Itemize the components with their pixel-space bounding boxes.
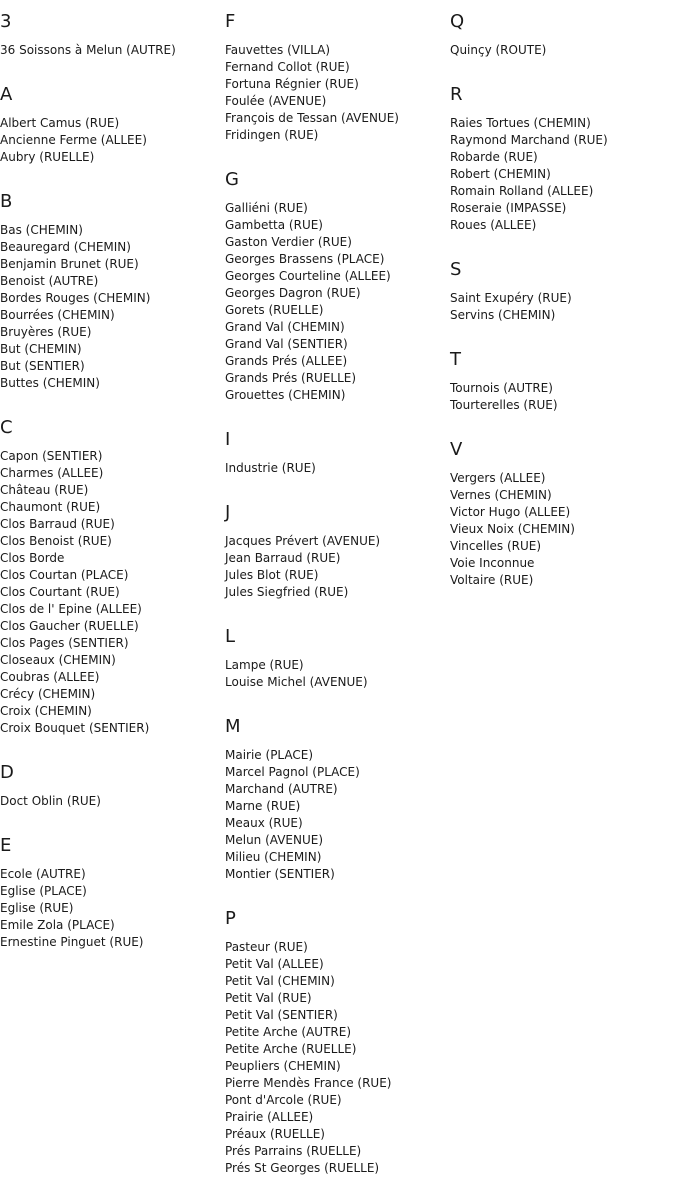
street-link[interactable]: Victor Hugo (ALLEE) [450,505,571,519]
street-list [225,747,450,883]
street-link[interactable]: Ernestine Pinguet (RUE) [0,935,144,949]
street-link[interactable]: Petit Val (SENTIER) [225,1008,338,1022]
street-link[interactable]: Saint Exupéry (RUE) [450,291,572,305]
street-link[interactable]: Marchand (AUTRE) [225,782,338,796]
street-link[interactable]: Quinçy (ROUTE) [450,43,547,57]
street-link[interactable]: Gaston Verdier (RUE) [225,235,352,249]
street-list-item [225,1058,450,1075]
street-list-item [225,781,450,798]
street-list-item [225,319,450,336]
street-list [225,460,450,477]
street-link[interactable]: Robert (CHEMIN) [450,167,551,181]
street-list-item [225,956,450,973]
letter-heading: B [0,191,13,212]
street-list-item [225,990,450,1007]
street-link[interactable]: Grouettes (CHEMIN) [225,388,346,402]
street-list-item [0,618,225,635]
street-link[interactable]: Vincelles (RUE) [450,539,542,553]
street-list-item [450,397,675,414]
street-link[interactable]: Benoist (AUTRE) [0,274,99,288]
street-list-item [0,256,225,273]
street-list-item [225,234,450,251]
street-link[interactable]: But (CHEMIN) [0,342,82,356]
street-link[interactable]: Roseraie (IMPASSE) [450,201,567,215]
street-list-item [225,268,450,285]
street-link[interactable]: Marcel Pagnol (PLACE) [225,765,360,779]
street-list-item [0,149,225,166]
street-list [450,115,675,234]
street-link[interactable]: Vieux Noix (CHEMIN) [450,522,575,536]
street-list-item [225,302,450,319]
street-link[interactable]: Croix (CHEMIN) [0,704,92,718]
letter-group [0,10,225,59]
street-link[interactable]: Clos Gaucher (RUELLE) [0,619,139,633]
street-list-item [450,538,675,555]
street-list-item [0,601,225,618]
street-link[interactable]: Clos Courtan (PLACE) [0,568,129,582]
street-list-item [450,555,675,572]
street-list-item [225,251,450,268]
street-link[interactable]: Petit Val (ALLEE) [225,957,324,971]
street-link[interactable]: Jules Blot (RUE) [225,568,319,582]
street-link[interactable]: Grands Prés (ALLEE) [225,354,348,368]
letter-group [225,715,450,883]
street-list-item [0,448,225,465]
street-link[interactable]: Georges Dagron (RUE) [225,286,361,300]
street-list [0,42,225,59]
street-link[interactable]: Tournois (AUTRE) [450,381,553,395]
street-list-item [225,798,450,815]
street-link[interactable]: Georges Brassens (PLACE) [225,252,385,266]
street-list-item [225,1041,450,1058]
street-list-item [0,686,225,703]
street-link[interactable]: Emile Zola (PLACE) [0,918,115,932]
street-link[interactable]: Château (RUE) [0,483,89,497]
letter-group [0,416,225,737]
street-link[interactable]: Prairie (ALLEE) [225,1110,314,1124]
letter-group [0,83,225,166]
street-link[interactable]: Jules Siegfried (RUE) [225,585,349,599]
letter-heading: G [225,169,239,190]
street-list-item [0,669,225,686]
street-link[interactable]: Milieu (CHEMIN) [225,850,322,864]
street-list [225,939,450,1177]
street-link[interactable]: Petite Arche (AUTRE) [225,1025,352,1039]
street-link[interactable]: Grands Prés (RUELLE) [225,371,357,385]
letter-heading: 3 [0,11,12,32]
letter-heading: R [450,84,463,105]
street-link[interactable]: Grand Val (SENTIER) [225,337,348,351]
street-link[interactable]: Pierre Mendès France (RUE) [225,1076,392,1090]
street-link[interactable]: Eglise (PLACE) [0,884,87,898]
street-list-item [450,115,675,132]
street-link[interactable]: Charmes (ALLEE) [0,466,104,480]
street-link[interactable]: Pasteur (RUE) [225,940,308,954]
street-list-item [225,1109,450,1126]
street-list-item [0,584,225,601]
street-link[interactable]: Capon (SENTIER) [0,449,103,463]
street-link[interactable]: Bourrées (CHEMIN) [0,308,115,322]
street-list-item [450,42,675,59]
street-link[interactable]: Beauregard (CHEMIN) [0,240,131,254]
letter-group [450,83,675,234]
street-list-item [0,793,225,810]
street-link[interactable]: Romain Rolland (ALLEE) [450,184,594,198]
street-list-item [0,482,225,499]
street-list-item [450,217,675,234]
street-link[interactable]: Préaux (RUELLE) [225,1127,325,1141]
street-list-item [225,93,450,110]
letter-group [225,501,450,601]
street-link[interactable]: Crécy (CHEMIN) [0,687,96,701]
street-link[interactable]: Clos de l' Epine (ALLEE) [0,602,142,616]
street-link[interactable]: Jacques Prévert (AVENUE) [225,534,381,548]
letter-heading: D [0,762,14,783]
street-link[interactable]: Clos Borde [0,551,65,565]
street-link[interactable]: Pont d'Arcole (RUE) [225,1093,342,1107]
street-list-item [225,285,450,302]
street-link[interactable]: François de Tessan (AVENUE) [225,111,399,125]
street-link[interactable]: Prés St Georges (RUELLE) [225,1161,380,1175]
street-index-column-3 [450,10,675,613]
letter-heading: T [450,349,461,370]
street-list-item [225,657,450,674]
street-link[interactable]: Closeaux (CHEMIN) [0,653,116,667]
street-link[interactable]: But (SENTIER) [0,359,85,373]
street-list [0,222,225,392]
street-list-item [0,866,225,883]
street-list-item [225,866,450,883]
street-list-item [450,183,675,200]
street-link[interactable]: 36 Soissons à Melun (AUTRE) [0,43,176,57]
street-list-item [225,973,450,990]
street-link[interactable]: Gambetta (RUE) [225,218,323,232]
street-link[interactable]: Prés Parrains (RUELLE) [225,1144,362,1158]
street-list-item [0,883,225,900]
street-list-item [450,200,675,217]
street-list-item [0,115,225,132]
letter-heading: M [225,716,241,737]
street-list-item [225,387,450,404]
letter-group [0,761,225,810]
street-list-item [225,1143,450,1160]
street-list-item [0,550,225,567]
street-list-item [0,635,225,652]
street-link[interactable]: Marne (RUE) [225,799,301,813]
letter-heading: F [225,11,236,32]
street-link[interactable]: Clos Benoist (RUE) [0,534,112,548]
letter-group [225,168,450,404]
street-link[interactable]: Petit Val (RUE) [225,991,312,1005]
street-link[interactable]: Petite Arche (RUELLE) [225,1042,357,1056]
letter-heading: A [0,84,13,105]
street-list-item [225,550,450,567]
street-link[interactable]: Grand Val (CHEMIN) [225,320,345,334]
street-link[interactable]: Fauvettes (VILLA) [225,43,331,57]
letter-group [450,258,675,324]
street-list-item [225,1024,450,1041]
letter-heading: I [225,429,231,450]
letter-group [225,428,450,477]
letter-group [0,190,225,392]
street-list-item [0,567,225,584]
street-link[interactable]: Roues (ALLEE) [450,218,537,232]
street-link[interactable]: Raymond Marchand (RUE) [450,133,608,147]
street-list-item [225,584,450,601]
street-list-item [0,273,225,290]
street-link[interactable]: Jean Barraud (RUE) [225,551,341,565]
letter-heading: S [450,259,462,280]
street-list-item [0,934,225,951]
street-link[interactable]: Voie Inconnue [450,556,535,570]
street-list-item [225,1092,450,1109]
street-list-item [225,567,450,584]
street-list-item [225,336,450,353]
street-list-item [0,720,225,737]
street-link[interactable]: Bas (CHEMIN) [0,223,83,237]
street-list-item [450,521,675,538]
street-link[interactable]: Fernand Collot (RUE) [225,60,350,74]
letter-heading: Q [450,11,465,32]
street-link[interactable]: Clos Courtant (RUE) [0,585,120,599]
letter-heading: C [0,417,13,438]
street-list-item [225,832,450,849]
street-link[interactable]: Voltaire (RUE) [450,573,534,587]
street-link[interactable]: Vernes (CHEMIN) [450,488,552,502]
street-list-item [225,460,450,477]
street-link[interactable]: Croix Bouquet (SENTIER) [0,721,150,735]
street-list-item [0,917,225,934]
street-link[interactable]: Gorets (RUELLE) [225,303,324,317]
street-link[interactable]: Tourterelles (RUE) [450,398,558,412]
street-link[interactable]: Meaux (RUE) [225,816,303,830]
street-list-item [225,815,450,832]
street-list-item [450,504,675,521]
street-link[interactable]: Raies Tortues (CHEMIN) [450,116,591,130]
street-list-item [0,341,225,358]
street-list [0,115,225,166]
street-list-item [450,487,675,504]
street-link[interactable]: Montier (SENTIER) [225,867,335,881]
street-list-item [0,652,225,669]
street-list-item [0,358,225,375]
street-list-item [225,370,450,387]
street-list-item [0,324,225,341]
street-link[interactable]: Clos Pages (SENTIER) [0,636,129,650]
street-list-item [450,380,675,397]
letter-group [225,10,450,144]
street-link[interactable]: Coubras (ALLEE) [0,670,100,684]
street-list-item [450,132,675,149]
street-list [0,448,225,737]
street-link[interactable]: Melun (AVENUE) [225,833,324,847]
street-link[interactable]: Clos Barraud (RUE) [0,517,115,531]
street-list-item [0,375,225,392]
street-link[interactable]: Chaumont (RUE) [0,500,101,514]
street-list-item [0,703,225,720]
street-list-item [225,939,450,956]
street-link[interactable]: Mairie (PLACE) [225,748,314,762]
street-list-item [225,747,450,764]
letter-group [225,625,450,691]
street-list-item [0,533,225,550]
street-list-item [0,307,225,324]
letter-heading: V [450,439,463,460]
street-link[interactable]: Georges Courteline (ALLEE) [225,269,391,283]
street-link[interactable]: Fridingen (RUE) [225,128,319,142]
street-link[interactable]: Ecole (AUTRE) [0,867,86,881]
street-link[interactable]: Industrie (RUE) [225,461,316,475]
street-list [225,200,450,404]
street-list [450,42,675,59]
street-list-item [0,465,225,482]
street-list-item [450,290,675,307]
street-list-item [0,900,225,917]
street-list-item [450,166,675,183]
street-link[interactable]: Eglise (RUE) [0,901,74,915]
letter-heading: E [0,835,12,856]
street-index-column-2 [225,10,450,1201]
street-list-item [225,76,450,93]
street-list [450,290,675,324]
street-list-item [225,353,450,370]
street-list-item [225,59,450,76]
letter-group [450,10,675,59]
street-list-item [225,110,450,127]
street-list-item [450,307,675,324]
street-list-item [225,849,450,866]
street-link[interactable]: Peupliers (CHEMIN) [225,1059,341,1073]
street-link[interactable]: Bordes Rouges (CHEMIN) [0,291,151,305]
street-link[interactable]: Petit Val (CHEMIN) [225,974,335,988]
street-list-item [225,533,450,550]
street-index-column-1 [0,10,225,975]
street-list-item [450,572,675,589]
street-list [225,657,450,691]
letter-heading: L [225,626,236,647]
street-link[interactable]: Ancienne Ferme (ALLEE) [0,133,147,147]
letter-group [0,834,225,951]
street-list-item [0,499,225,516]
street-list-item [0,222,225,239]
street-list [450,380,675,414]
street-link[interactable]: Lampe (RUE) [225,658,304,672]
letter-group [450,438,675,589]
street-list [0,866,225,951]
street-list-item [0,42,225,59]
street-link[interactable]: Albert Camus (RUE) [0,116,120,130]
street-list-item [225,1160,450,1177]
street-list [225,42,450,144]
street-list [450,470,675,589]
street-link[interactable]: Foulée (AVENUE) [225,94,327,108]
street-list-item [0,516,225,533]
street-link[interactable]: Vergers (ALLEE) [450,471,546,485]
letter-group [225,907,450,1177]
street-link[interactable]: Bruyères (RUE) [0,325,92,339]
street-list [225,533,450,601]
street-list-item [225,764,450,781]
street-list-item [450,470,675,487]
street-list-item [225,200,450,217]
street-link[interactable]: Benjamin Brunet (RUE) [0,257,139,271]
street-link[interactable]: Doct Oblin (RUE) [0,794,101,808]
street-list-item [0,239,225,256]
street-list [0,793,225,810]
street-link[interactable]: Aubry (RUELLE) [0,150,95,164]
street-link[interactable]: Louise Michel (AVENUE) [225,675,368,689]
street-list-item [225,42,450,59]
street-link[interactable]: Buttes (CHEMIN) [0,376,100,390]
street-link[interactable]: Robarde (RUE) [450,150,538,164]
street-list-item [0,290,225,307]
street-list-item [225,1126,450,1143]
letter-group [450,348,675,414]
street-list-item [225,674,450,691]
street-link[interactable]: Galliéni (RUE) [225,201,308,215]
letter-heading: J [225,502,231,523]
street-list-item [225,217,450,234]
street-list-item [225,127,450,144]
letter-heading: P [225,908,236,929]
street-list-item [450,149,675,166]
street-list-item [225,1007,450,1024]
street-link[interactable]: Fortuna Régnier (RUE) [225,77,359,91]
street-list-item [0,132,225,149]
street-list-item [225,1075,450,1092]
street-link[interactable]: Servins (CHEMIN) [450,308,556,322]
